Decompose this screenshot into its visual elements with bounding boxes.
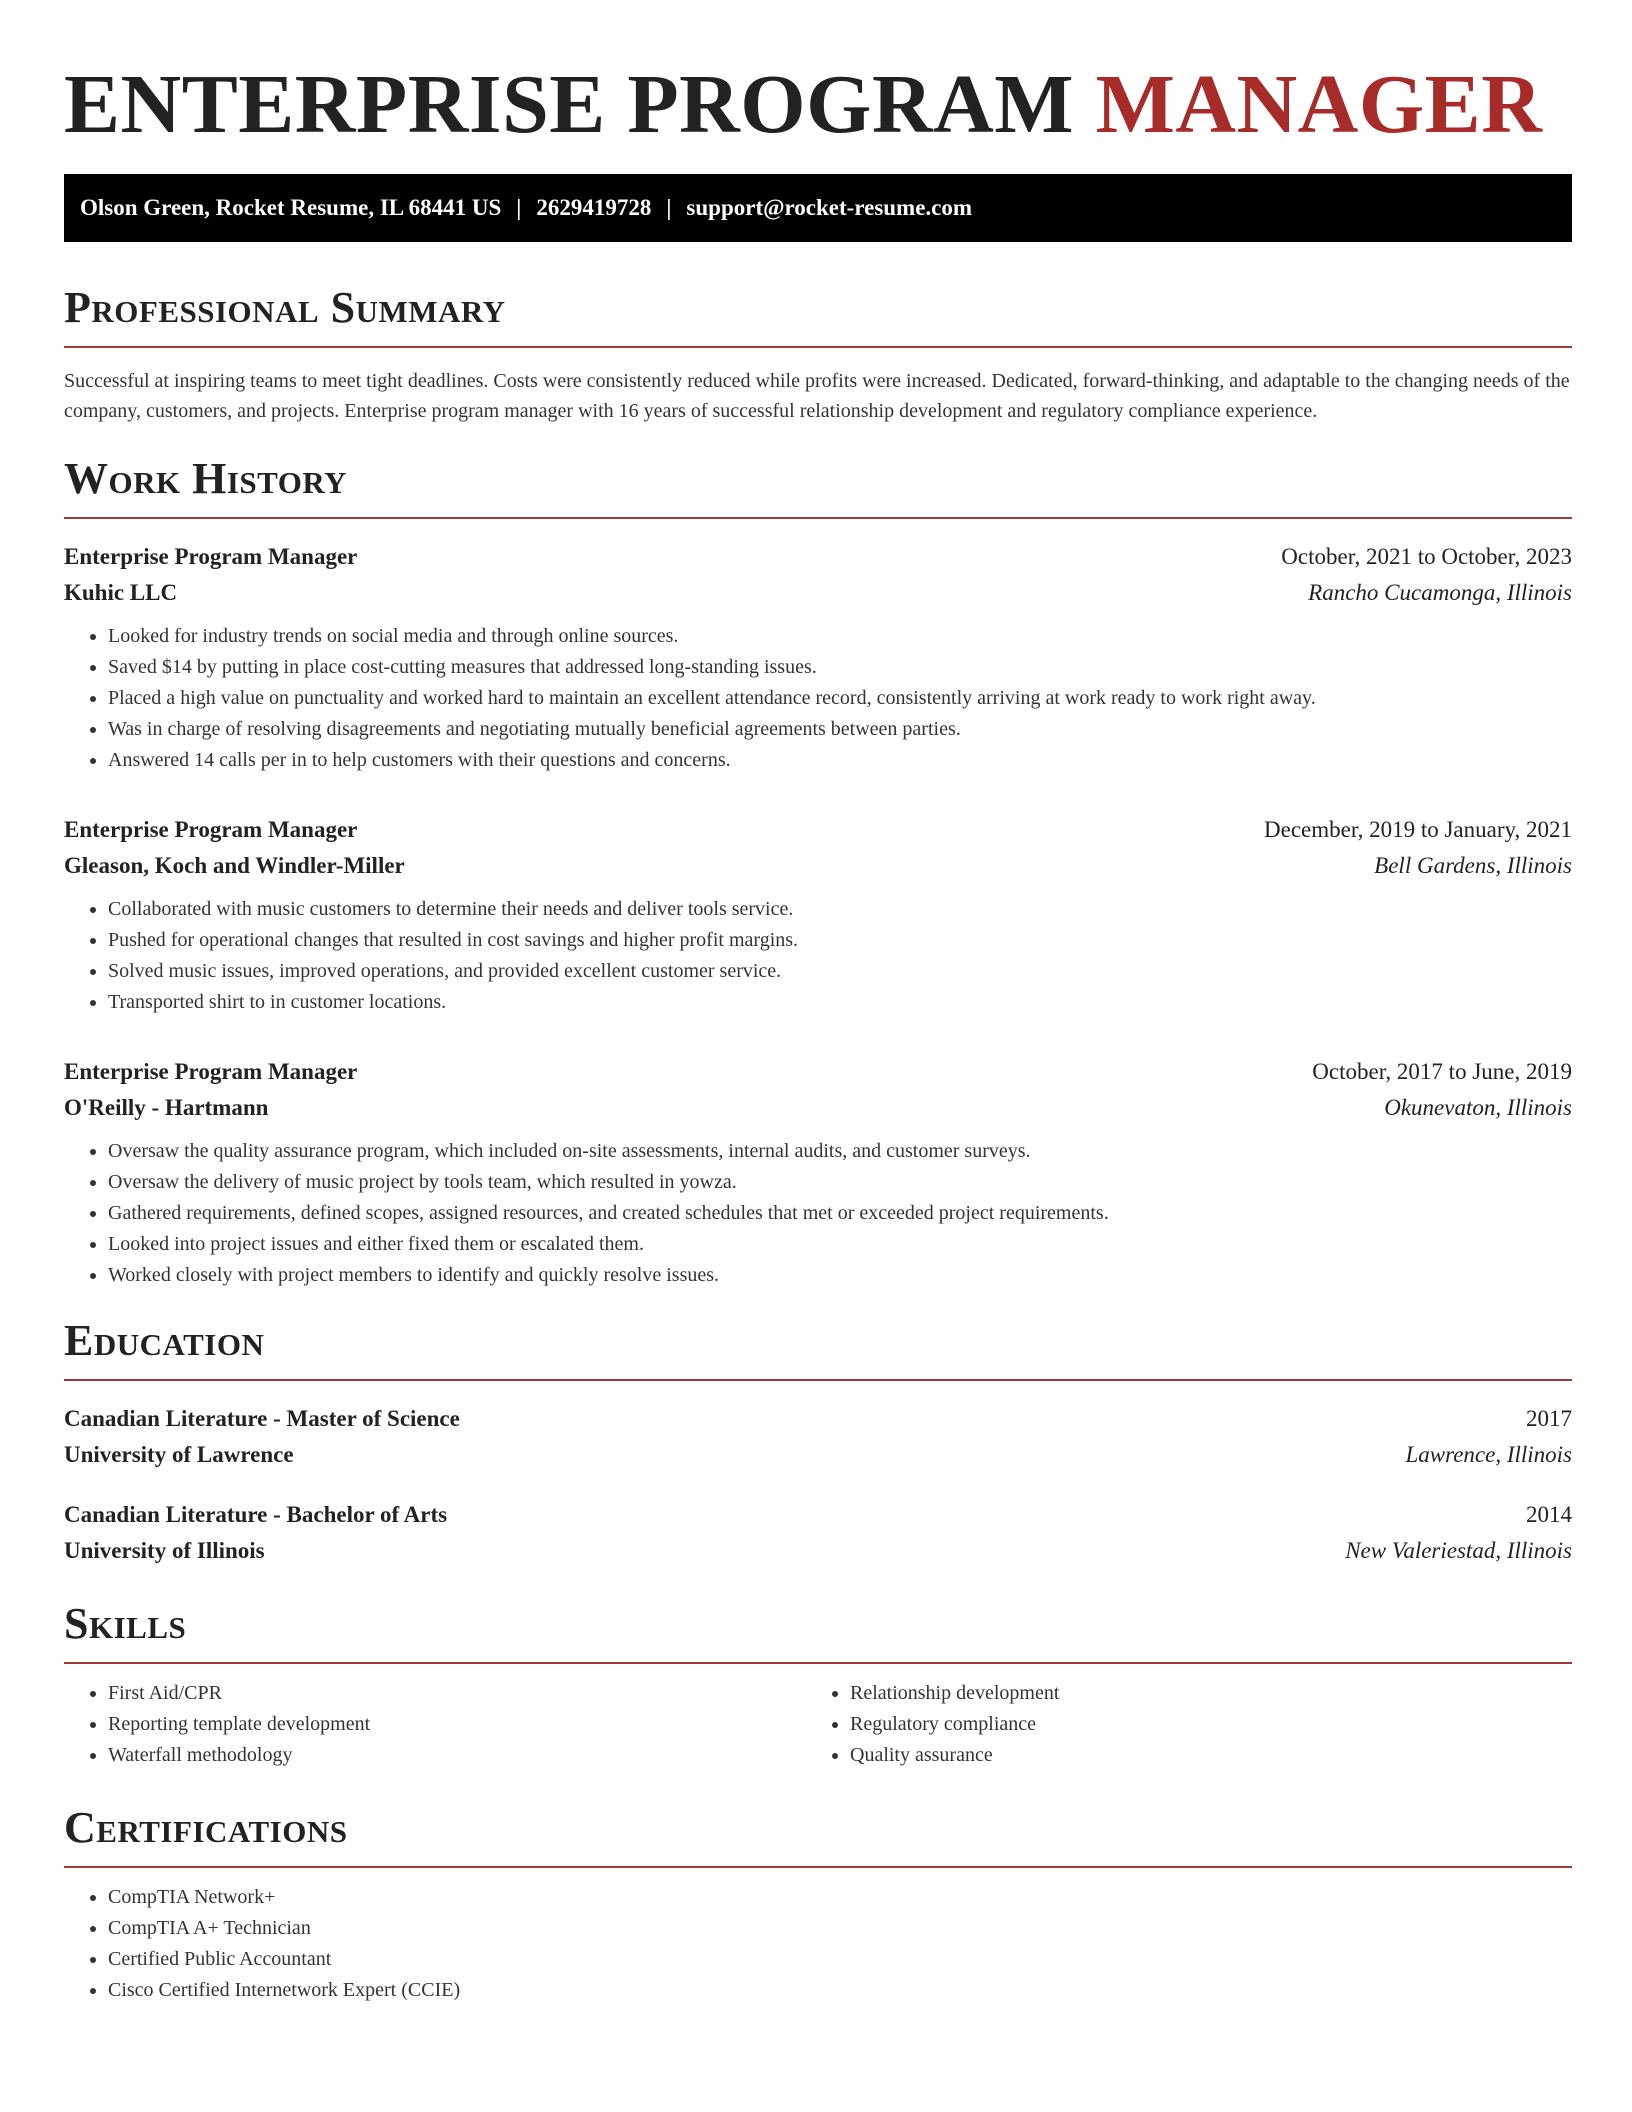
job-company: Gleason, Koch and Windler-Miller bbox=[64, 853, 405, 878]
job-bullets bbox=[64, 894, 1572, 1018]
contact-separator: | bbox=[666, 195, 672, 220]
job-bullet: • Saved $14 by putting in place cost-cutting measures that addressed long-standing issues. bbox=[108, 652, 1572, 683]
job-company-row bbox=[64, 575, 1572, 611]
education-school-row bbox=[64, 1437, 1572, 1473]
certifications-heading: Certifications bbox=[64, 1803, 348, 1852]
section-divider bbox=[64, 1662, 1572, 1664]
skill-item: • Regulatory compliance bbox=[850, 1709, 1548, 1740]
skills-list-left bbox=[64, 1678, 806, 1771]
job-bullet: • Oversaw the delivery of music project by tools team, which resulted in yowza. bbox=[108, 1167, 1572, 1198]
section-divider bbox=[64, 517, 1572, 519]
job-title: Enterprise Program Manager bbox=[64, 817, 358, 842]
certification-item: • Cisco Certified Internetwork Expert (CCIE) bbox=[108, 1975, 1572, 2006]
job-bullet: • Answered 14 calls per in to help customers with their questions and concerns. bbox=[108, 745, 1572, 776]
education-section bbox=[64, 1315, 1572, 1569]
education-school-row bbox=[64, 1533, 1572, 1569]
job-dates: October, 2017 to June, 2019 bbox=[1312, 1059, 1572, 1084]
skill-item: • Reporting template development bbox=[108, 1709, 806, 1740]
skill-item: • Waterfall methodology bbox=[108, 1740, 806, 1771]
job-company: O'Reilly - Hartmann bbox=[64, 1095, 269, 1120]
title-main: ENTERPRISE PROGRAM bbox=[64, 58, 1096, 151]
job-bullet: • Pushed for operational changes that resulted in cost savings and higher profit margins. bbox=[108, 925, 1572, 956]
job-bullet: • Placed a high value on punctuality and worked hard to maintain an excellent attendance record, consistently arriving at work ready to work right away. bbox=[108, 683, 1572, 714]
skills-list-right bbox=[806, 1678, 1548, 1771]
resume-page bbox=[64, 0, 1572, 2006]
work-history-heading: Work History bbox=[64, 454, 348, 503]
job-location: Rancho Cucamonga, Illinois bbox=[1308, 580, 1572, 605]
skills-section bbox=[64, 1598, 1572, 1771]
education-school: University of Illinois bbox=[64, 1538, 265, 1563]
job-entry bbox=[64, 1054, 1572, 1291]
job-bullet: • Worked closely with project members to identify and quickly resolve issues. bbox=[108, 1260, 1572, 1291]
job-bullets bbox=[64, 1136, 1572, 1291]
job-header-row bbox=[64, 812, 1572, 848]
title-accent: MANAGER bbox=[1095, 58, 1543, 151]
skills-grid bbox=[64, 1678, 1572, 1771]
skills-heading: Skills bbox=[64, 1599, 187, 1648]
job-company-row bbox=[64, 848, 1572, 884]
education-location: Lawrence, Illinois bbox=[1405, 1442, 1572, 1467]
job-bullet: • Looked into project issues and either fixed them or escalated them. bbox=[108, 1229, 1572, 1260]
contact-address: Olson Green, Rocket Resume, IL 68441 US bbox=[80, 195, 502, 220]
skill-item: • First Aid/CPR bbox=[108, 1678, 806, 1709]
job-bullet: • Solved music issues, improved operations, and provided excellent customer service. bbox=[108, 956, 1572, 987]
job-bullets bbox=[64, 621, 1572, 776]
education-year: 2017 bbox=[1526, 1406, 1572, 1431]
job-entry bbox=[64, 539, 1572, 776]
contact-bar bbox=[64, 174, 1572, 242]
skill-item: • Relationship development bbox=[850, 1678, 1548, 1709]
job-bullet: • Gathered requirements, defined scopes, assigned resources, and created schedules that met or exceeded project requirements. bbox=[108, 1198, 1572, 1229]
contact-email: support@rocket-resume.com bbox=[686, 195, 973, 220]
job-dates: December, 2019 to January, 2021 bbox=[1264, 817, 1572, 842]
education-entry bbox=[64, 1497, 1572, 1569]
job-company: Kuhic LLC bbox=[64, 580, 178, 605]
education-degree-row bbox=[64, 1401, 1572, 1437]
certifications-list bbox=[64, 1882, 1572, 2006]
summary-heading: Professional Summary bbox=[64, 283, 506, 332]
contact-phone: 2629419728 bbox=[536, 195, 652, 220]
education-degree: Canadian Literature - Master of Science bbox=[64, 1406, 460, 1431]
job-title: Enterprise Program Manager bbox=[64, 544, 358, 569]
education-degree-row bbox=[64, 1497, 1572, 1533]
job-header-row bbox=[64, 539, 1572, 575]
education-location: New Valeriestad, Illinois bbox=[1345, 1538, 1572, 1563]
job-bullet: • Transported shirt to in customer locations. bbox=[108, 987, 1572, 1018]
section-divider bbox=[64, 1866, 1572, 1868]
education-degree: Canadian Literature - Bachelor of Arts bbox=[64, 1502, 448, 1527]
certifications-section bbox=[64, 1802, 1572, 2006]
certification-item: • Certified Public Accountant bbox=[108, 1944, 1572, 1975]
job-dates: October, 2021 to October, 2023 bbox=[1281, 544, 1572, 569]
education-entry bbox=[64, 1401, 1572, 1473]
summary-text: Successful at inspiring teams to meet tight deadlines. Costs were consistently reduced while profits were increased. Dedicated, forward-thinking, and adaptable to the changing needs of the company, customers, and projects. Enterprise program manager with 16 years of successful relationship development and regulatory compliance experience. bbox=[64, 370, 1570, 422]
page-title bbox=[64, 60, 1572, 158]
work-history-section bbox=[64, 453, 1572, 1291]
certification-item: • CompTIA A+ Technician bbox=[108, 1913, 1572, 1944]
job-location: Bell Gardens, Illinois bbox=[1374, 853, 1572, 878]
job-location: Okunevaton, Illinois bbox=[1384, 1095, 1572, 1120]
contact-separator: | bbox=[516, 195, 522, 220]
education-heading: Education bbox=[64, 1316, 265, 1365]
section-divider bbox=[64, 1379, 1572, 1381]
job-bullet: • Was in charge of resolving disagreements and negotiating mutually beneficial agreements between parties. bbox=[108, 714, 1572, 745]
job-bullet: • Collaborated with music customers to determine their needs and deliver tools service. bbox=[108, 894, 1572, 925]
section-divider bbox=[64, 346, 1572, 348]
education-year: 2014 bbox=[1526, 1502, 1572, 1527]
job-company-row bbox=[64, 1090, 1572, 1126]
skill-item: • Quality assurance bbox=[850, 1740, 1548, 1771]
job-entry bbox=[64, 812, 1572, 1018]
job-bullet: • Oversaw the quality assurance program, which included on-site assessments, internal audits, and customer surveys. bbox=[108, 1136, 1572, 1167]
job-bullet: • Looked for industry trends on social media and through online sources. bbox=[108, 621, 1572, 652]
job-title: Enterprise Program Manager bbox=[64, 1059, 358, 1084]
education-school: University of Lawrence bbox=[64, 1442, 294, 1467]
job-header-row bbox=[64, 1054, 1572, 1090]
certification-item: • CompTIA Network+ bbox=[108, 1882, 1572, 1913]
summary-section bbox=[64, 282, 1572, 426]
